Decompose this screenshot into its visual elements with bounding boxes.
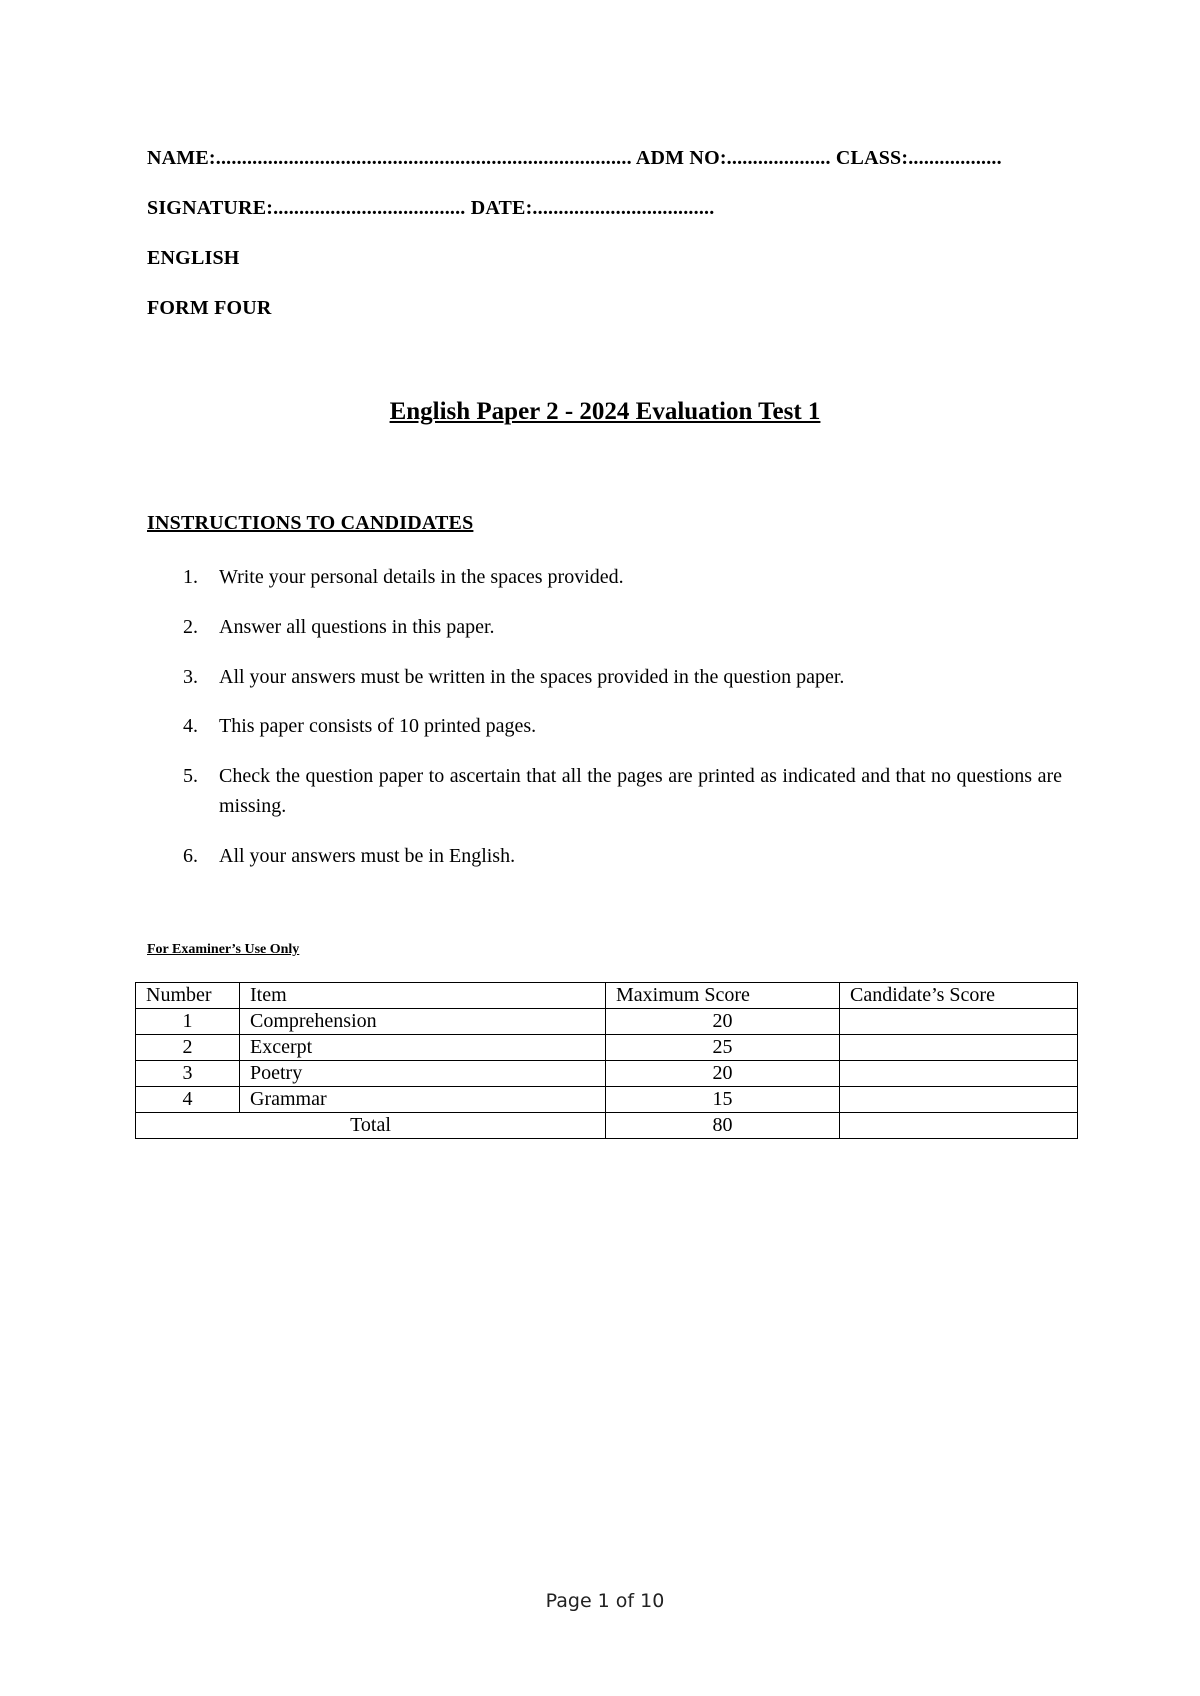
row-max-score: 15: [606, 1087, 840, 1113]
instruction-item: [147, 562, 1062, 592]
column-header-number: Number: [136, 983, 240, 1009]
instruction-text: Answer all questions in this paper.: [219, 616, 495, 638]
row-candidate-score: [840, 1087, 1078, 1113]
instruction-item: [147, 612, 1062, 642]
total-candidate-score: [840, 1113, 1078, 1139]
instructions-heading: INSTRUCTIONS TO CANDIDATES: [147, 512, 474, 534]
instruction-text: All your answers must be in English.: [219, 845, 516, 867]
paper-title: English Paper 2 - 2024 Evaluation Test 1: [389, 398, 821, 425]
row-item: Grammar: [240, 1087, 606, 1113]
page-number-footer: Page 1 of 10: [545, 1590, 665, 1612]
instruction-number: 2.: [183, 616, 198, 638]
column-header-item: Item: [240, 983, 606, 1009]
row-item: Poetry: [240, 1061, 606, 1087]
row-item: Excerpt: [240, 1035, 606, 1061]
row-candidate-score: [840, 1035, 1078, 1061]
instruction-item: [147, 662, 1062, 692]
instruction-text: All your answers must be written in the spaces provided in the question paper.: [219, 666, 845, 688]
table-row: [136, 1009, 1078, 1035]
subject-label: ENGLISH: [147, 247, 240, 269]
instruction-text: This paper consists of 10 printed pages.: [219, 715, 537, 737]
row-candidate-score: [840, 1009, 1078, 1035]
instruction-item: [147, 761, 1062, 821]
instruction-item: [147, 841, 1062, 871]
total-row: [136, 1113, 1078, 1139]
examiner-score-table: [135, 982, 1078, 1139]
signature-date-line: SIGNATURE:..................................... DATE:...................................: [147, 197, 715, 219]
form-label: FORM FOUR: [147, 297, 272, 319]
name-adm-class-line: NAME:................................................................................ ADM NO:.................... CLASS:..................: [147, 147, 1002, 169]
instruction-number: 5.: [183, 765, 198, 787]
total-max-score: 80: [606, 1113, 840, 1139]
row-number: 3: [136, 1061, 240, 1087]
instruction-number: 1.: [183, 566, 198, 588]
column-header-maximum-score: Maximum Score: [606, 983, 840, 1009]
row-number: 2: [136, 1035, 240, 1061]
row-number: 4: [136, 1087, 240, 1113]
instruction-text: Write your personal details in the spaces provided.: [219, 566, 624, 588]
row-max-score: 20: [606, 1061, 840, 1087]
examiner-use-label: For Examiner’s Use Only: [147, 942, 300, 957]
instruction-item: [147, 711, 1062, 741]
instruction-number: 4.: [183, 715, 198, 737]
table-row: [136, 1035, 1078, 1061]
instruction-text: Check the question paper to ascertain that all the pages are printed as indicated and that no questions are missing.: [219, 765, 1062, 817]
instruction-number: 6.: [183, 845, 198, 867]
column-header-candidate-score: Candidate’s Score: [840, 983, 1078, 1009]
table-row: [136, 1087, 1078, 1113]
row-candidate-score: [840, 1061, 1078, 1087]
row-item: Comprehension: [240, 1009, 606, 1035]
table-row: [136, 1061, 1078, 1087]
instruction-number: 3.: [183, 666, 198, 688]
row-number: 1: [136, 1009, 240, 1035]
table-header-row: [136, 983, 1078, 1009]
row-max-score: 25: [606, 1035, 840, 1061]
total-label: Total: [136, 1113, 606, 1139]
row-max-score: 20: [606, 1009, 840, 1035]
